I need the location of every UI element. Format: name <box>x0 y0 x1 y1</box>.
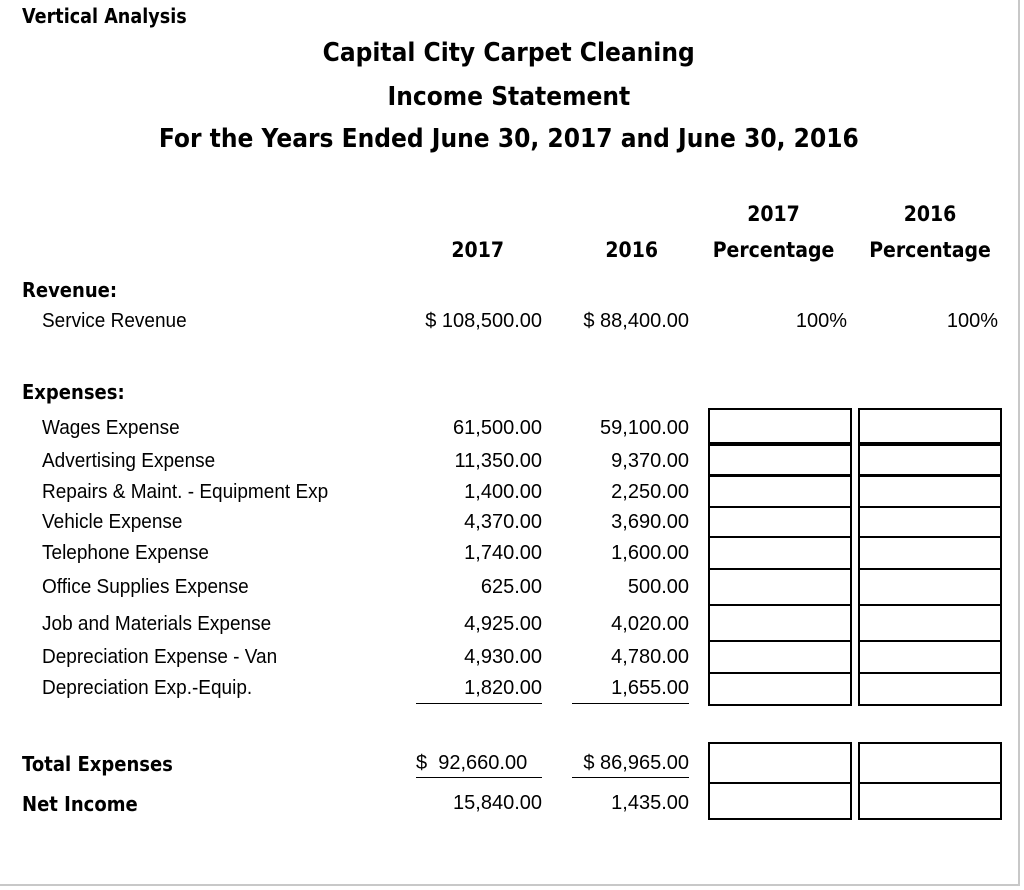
net-income-pct-2017[interactable] <box>708 782 852 820</box>
expense-label: Telephone Expense <box>42 542 209 564</box>
total-expenses-label: Total Expenses <box>22 752 173 776</box>
expense-2017: 1,820.00 <box>464 677 542 699</box>
expense-label: Depreciation Exp.-Equip. <box>42 677 253 699</box>
pct-input-2017[interactable] <box>708 408 852 444</box>
expenses-heading: Expenses: <box>22 380 125 404</box>
pct-input-2017[interactable] <box>708 640 852 674</box>
expense-2016: 2,250.00 <box>611 481 689 503</box>
expense-label: Depreciation Expense - Van <box>42 646 278 668</box>
pct-input-2017[interactable] <box>708 444 852 476</box>
total-underline-2017 <box>416 777 542 778</box>
subtotal-underline-2017 <box>416 703 542 704</box>
expense-label: Vehicle Expense <box>42 511 183 533</box>
column-2017-percentage-label: Percentage <box>712 238 835 262</box>
statement-title: Income Statement <box>387 82 631 112</box>
total-expenses-pct-2016[interactable] <box>858 742 1002 784</box>
pct-input-2016[interactable] <box>858 604 1002 642</box>
total-underline-2016 <box>572 777 689 778</box>
column-2016-percentage-year: 2016 <box>903 202 957 226</box>
expense-2017: 4,930.00 <box>464 646 542 668</box>
service-revenue-2016: $ 88,400.00 <box>583 310 689 332</box>
pct-input-2016[interactable] <box>858 536 1002 570</box>
pct-input-2017[interactable] <box>708 506 852 538</box>
subtotal-underline-2016 <box>572 703 689 704</box>
sheet-label: Vertical Analysis <box>22 4 187 28</box>
expense-2017: 1,400.00 <box>464 481 542 503</box>
revenue-heading: Revenue: <box>22 278 118 302</box>
service-revenue-label: Service Revenue <box>42 310 187 332</box>
expense-2017: 1,740.00 <box>464 542 542 564</box>
expense-2017: 61,500.00 <box>453 417 542 439</box>
service-revenue-pct-2016: 100% <box>946 310 998 332</box>
expense-2017: 4,925.00 <box>464 613 542 635</box>
expense-2016: 1,655.00 <box>611 677 689 699</box>
pct-input-2017[interactable] <box>708 568 852 606</box>
expense-label: Wages Expense <box>42 417 180 439</box>
expense-label: Office Supplies Expense <box>42 576 249 598</box>
pct-input-2016[interactable] <box>858 640 1002 674</box>
expense-2016: 59,100.00 <box>600 417 689 439</box>
pct-input-2016[interactable] <box>858 672 1002 706</box>
expense-2017: 4,370.00 <box>464 511 542 533</box>
expense-2017: 625.00 <box>480 576 542 598</box>
total-expenses-2016: $ 86,965.00 <box>583 752 689 774</box>
net-income-pct-2016[interactable] <box>858 782 1002 820</box>
pct-input-2017[interactable] <box>708 604 852 642</box>
expense-label: Job and Materials Expense <box>42 613 272 635</box>
pct-input-2016[interactable] <box>858 475 1002 508</box>
pct-input-2016[interactable] <box>858 444 1002 476</box>
pct-input-2017[interactable] <box>708 536 852 570</box>
pct-input-2016[interactable] <box>858 408 1002 444</box>
expense-label: Advertising Expense <box>42 450 216 472</box>
expense-2016: 4,020.00 <box>611 613 689 635</box>
service-revenue-2017: $ 108,500.00 <box>425 310 542 332</box>
statement-period: For the Years Ended June 30, 2017 and June 30, 2016 <box>159 124 859 154</box>
pct-input-2017[interactable] <box>708 672 852 706</box>
service-revenue-pct-2017: 100% <box>795 310 847 332</box>
total-expenses-2017: $ 92,660.00 <box>416 752 528 774</box>
column-2017: 2017 <box>451 238 504 262</box>
column-2016-percentage-label: Percentage <box>869 238 991 262</box>
net-income-label: Net Income <box>22 792 138 816</box>
expense-label: Repairs & Maint. - Equipment Exp <box>42 481 329 503</box>
expense-2016: 500.00 <box>627 576 689 598</box>
total-expenses-pct-2017[interactable] <box>708 742 852 784</box>
pct-input-2017[interactable] <box>708 475 852 508</box>
expense-2016: 1,600.00 <box>611 542 689 564</box>
net-income-2017: 15,840.00 <box>453 792 542 814</box>
net-income-2016: 1,435.00 <box>611 792 689 814</box>
expense-2016: 4,780.00 <box>611 646 689 668</box>
pct-input-2016[interactable] <box>858 506 1002 538</box>
pct-input-2016[interactable] <box>858 568 1002 606</box>
column-2016: 2016 <box>605 238 658 262</box>
company-name: Capital City Carpet Cleaning <box>322 38 696 68</box>
expense-2016: 9,370.00 <box>611 450 689 472</box>
column-2017-percentage-year: 2017 <box>747 202 800 226</box>
expense-2017: 11,350.00 <box>454 450 542 472</box>
expense-2016: 3,690.00 <box>611 511 689 533</box>
